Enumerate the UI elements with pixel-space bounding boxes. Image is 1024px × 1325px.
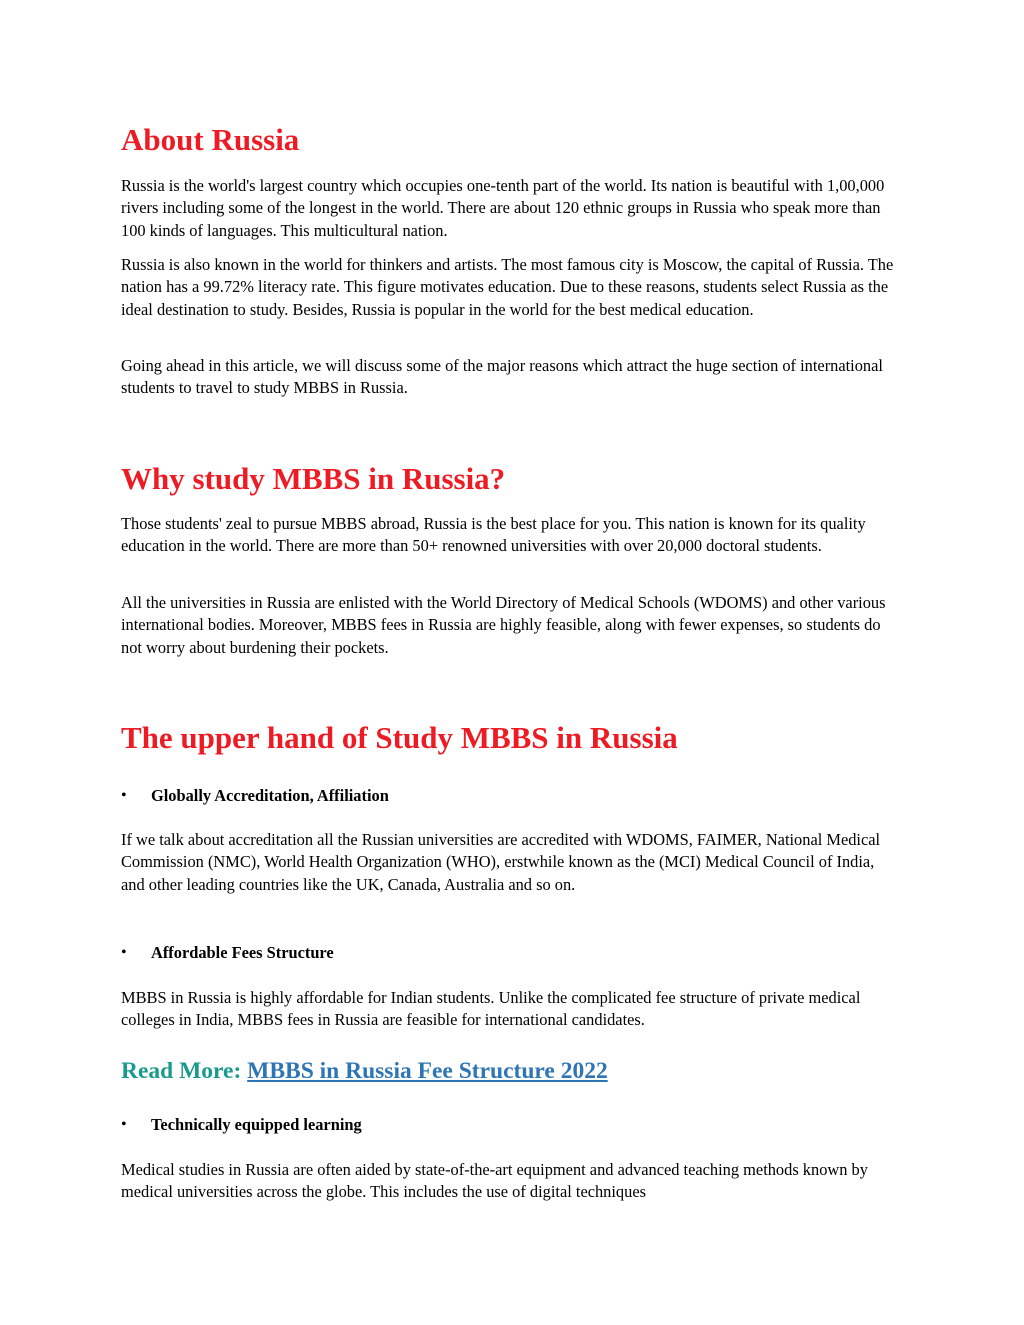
paragraph-about-2: Russia is also known in the world for thinkers and artists. The most famous city is Moscow, the capital of Russia. The nation has a 99.72% literacy rate. This figure motivates education. Due to these reasons, students select Russia as the ideal destination to study. Besides, Russia is popular in the world for the best medical education. [121, 255, 894, 319]
read-more-label: Read More: [121, 1058, 248, 1084]
heading-why-study: Why study MBBS in Russia? [121, 461, 506, 496]
bullet-item-technology [121, 1114, 362, 1136]
paragraph-fees: MBBS in Russia is highly affordable for Indian students. Unlike the complicated fee structure of private medical colleges in India, MBBS fees in Russia are feasible for international candidates. [121, 988, 861, 1030]
paragraph-why-2: All the universities in Russia are enlisted with the World Directory of Medical Schools (WDOMS) and other various international bodies. Moreover, MBBS fees in Russia are highly feasible, along with fewer expenses, so students do not worry about burdening their pockets. [121, 593, 886, 657]
read-more [121, 1057, 608, 1085]
heading-upper-hand: The upper hand of Study MBBS in Russia [121, 720, 678, 755]
paragraph-accreditation: If we talk about accreditation all the Russian universities are accredited with WDOMS, FAIMER, National Medical Commission (NMC), World Health Organization (WHO), erstwhile known as the (MCI) Medical Council of India, and other leading countries like the UK, Canada, Australia and so on. [121, 830, 881, 894]
fee-structure-link[interactable]: MBBS in Russia Fee Structure 2022 [247, 1058, 608, 1084]
bullet-label: Affordable Fees Structure [151, 943, 334, 962]
paragraph-about-3: Going ahead in this article, we will discuss some of the major reasons which attract the huge section of international students to travel to study MBBS in Russia. [121, 356, 883, 398]
bullet-icon: • [121, 787, 127, 804]
bullet-icon: • [121, 1116, 127, 1133]
bullet-label: Technically equipped learning [151, 1115, 362, 1134]
bullet-icon: • [121, 944, 127, 961]
heading-about-russia: About Russia [121, 122, 300, 157]
paragraph-technology: Medical studies in Russia are often aided by state-of-the-art equipment and advanced teaching methods known by medical universities across the globe. This includes the use of digital techniques [121, 1160, 868, 1202]
bullet-item-fees [121, 942, 334, 964]
paragraph-about-1: Russia is the world's largest country which occupies one-tenth part of the world. Its nation is beautiful with 1,00,000 rivers including some of the longest in the world. There are about 120 ethnic groups in Russia who speak more than 100 kinds of languages. This multicultural nation. [121, 176, 885, 240]
bullet-item-accreditation [121, 785, 389, 807]
paragraph-why-1: Those students' zeal to pursue MBBS abroad, Russia is the best place for you. This nation is known for its quality education in the world. There are more than 50+ renowned universities with over 20,000 doctoral students. [121, 514, 866, 556]
bullet-label: Globally Accreditation, Affiliation [151, 786, 389, 805]
